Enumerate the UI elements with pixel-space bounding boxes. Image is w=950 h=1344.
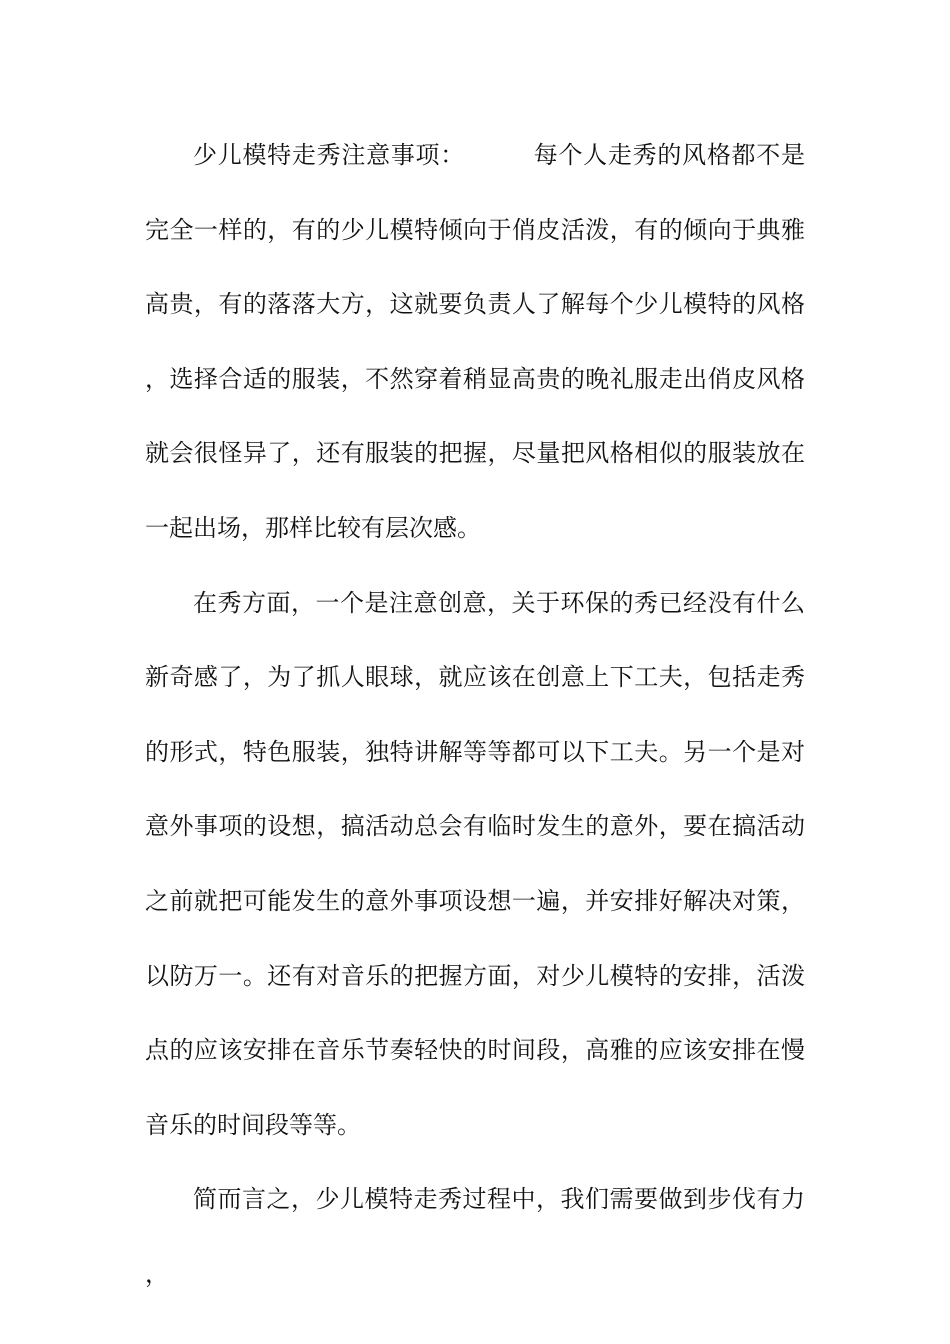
document-body — [145, 118, 805, 1312]
section-heading: 少儿模特走秀注意事项： — [193, 141, 465, 169]
paragraph-2: 在秀方面，一个是注意创意，关于环保的秀已经没有什么新奇感了，为了抓人眼球，就应该在创意上下工夫，包括走秀的形式，特色服装，独特讲解等等都可以下工夫。另一个是对意外事项的设想，搞活动总会有临时发生的意外，要在搞活动之前就把可能发生的意外事项设想一遍，并安排好解决对策，以防万一。还有对音乐的把握方面，对少儿模特的安排，活泼点的应该安排在音乐节奏轻快的时间段，高雅的应该安排在慢音乐的时间段等等。 — [145, 588, 805, 1139]
paragraph-1 — [145, 118, 805, 566]
paragraph-1-text: 每个人走秀的风格都不是完全一样的，有的少儿模特倾向于俏皮活泼，有的倾向于典雅高贵，有的落落大方，这就要负责人了解每个少儿模特的风格，选择合适的服装，不然穿着稍显高贵的晚礼服走出俏皮风格就会很怪异了，还有服装的把握，尽量把风格相似的服装放在一起出场，那样比较有层次感。 — [145, 141, 805, 542]
paragraph-3: 简而言之，少儿模特走秀过程中，我们需要做到步伐有力， — [145, 1185, 805, 1288]
